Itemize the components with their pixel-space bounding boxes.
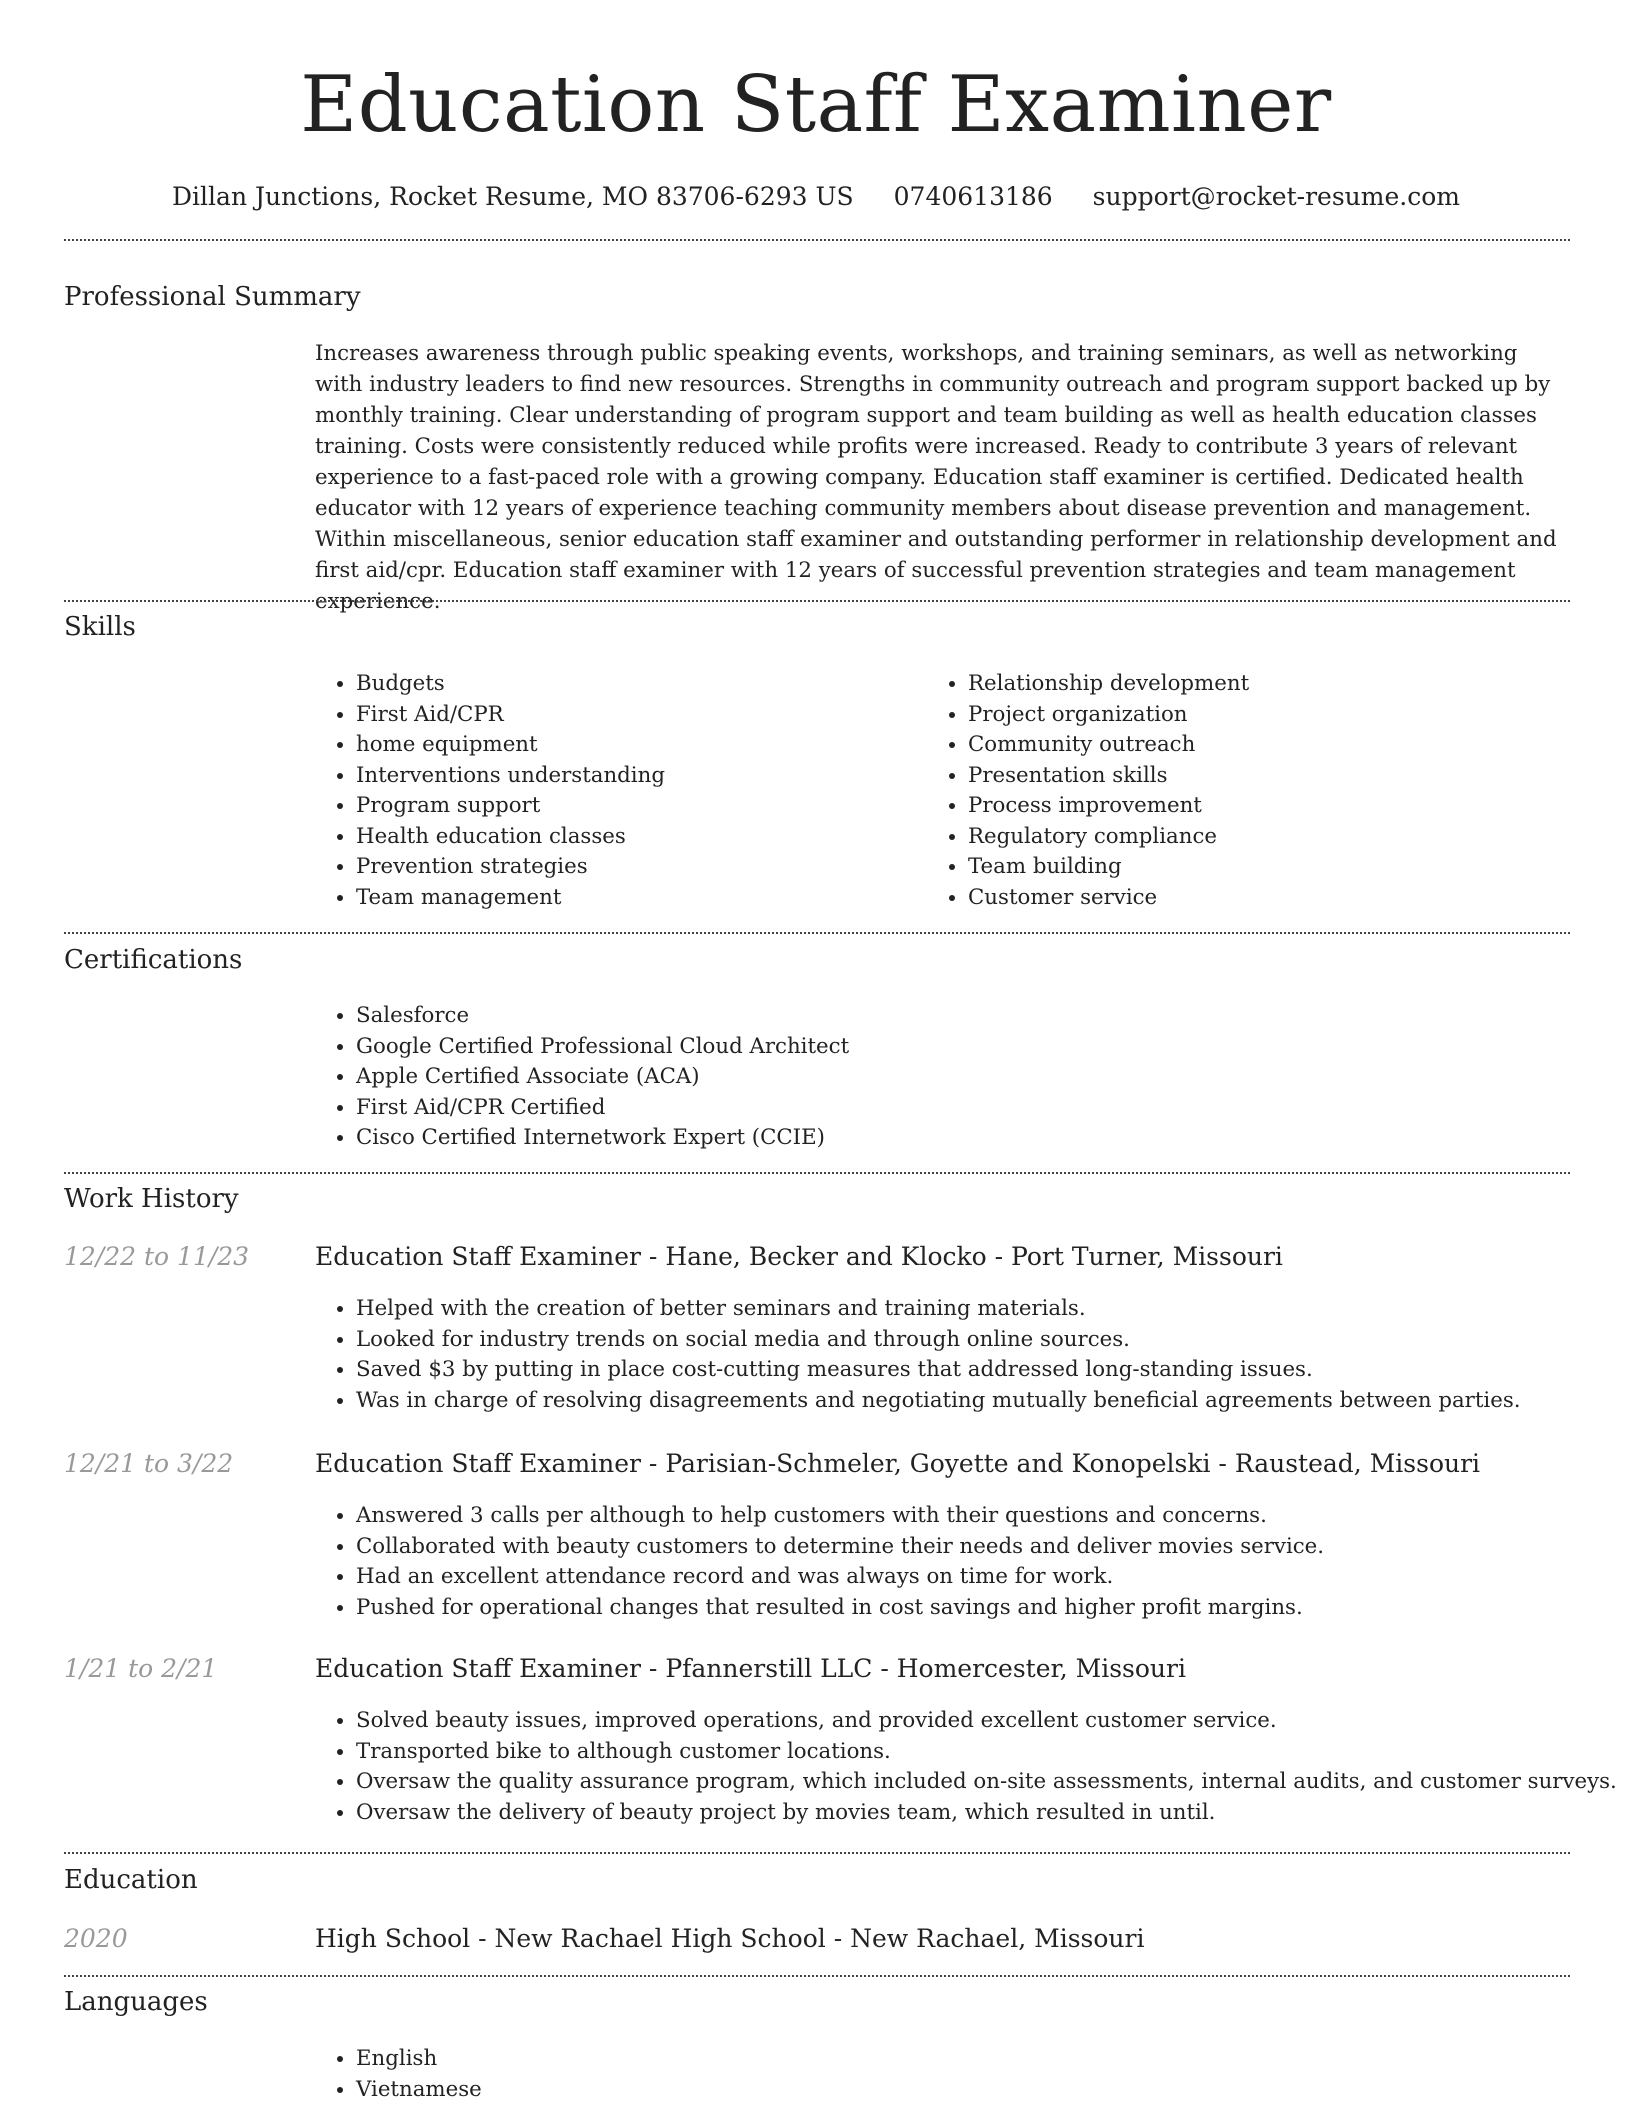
- job-bullets: [312, 1501, 1324, 1623]
- contact-address: Dillan Junctions, Rocket Resume, MO 83706-6293 US: [172, 182, 854, 211]
- resume-header: [0, 0, 1632, 214]
- job-bullets: [312, 1706, 1617, 1828]
- section-divider: [64, 600, 1570, 602]
- list-item: • Interventions understanding: [356, 761, 665, 792]
- languages-list: [312, 2044, 482, 2105]
- list-item: • Had an excellent attendance record and was always on time for work.: [356, 1562, 1324, 1593]
- job-date: 12/22 to 11/23: [64, 1242, 250, 1271]
- contact-line: [0, 180, 1632, 214]
- list-item: • Relationship development: [968, 669, 1249, 700]
- list-item: • Health education classes: [356, 822, 665, 853]
- job-bullets: [312, 1294, 1521, 1416]
- job-title: Education Staff Examiner - Parisian-Schmeler, Goyette and Konopelski - Raustead, Missouri: [315, 1449, 1481, 1478]
- list-item: • Program support: [356, 791, 665, 822]
- section-divider: [64, 932, 1570, 934]
- list-item: • Answered 3 calls per although to help customers with their questions and concerns.: [356, 1501, 1324, 1532]
- list-item: • Collaborated with beauty customers to determine their needs and deliver movies service.: [356, 1532, 1324, 1563]
- list-item: • Oversaw the delivery of beauty project by movies team, which resulted in until.: [356, 1798, 1617, 1829]
- list-item: • Saved $3 by putting in place cost-cutting measures that addressed long-standing issues.: [356, 1355, 1521, 1386]
- summary-text: Increases awareness through public speaking events, workshops, and training seminars, as well as networking with industry leaders to find new resources. Strengths in community outreach and program support backed up by monthly training. Clear understanding of program support and team building as well as health education classes training. Costs were consistently reduced while profits were increased. Ready to contribute 3 years of relevant experience to a fast-paced role with a growing company. Education staff examiner is certified. Dedicated health educator with 12 years of experience teaching community members about disease prevention and management. Within miscellaneous, senior education staff examiner and outstanding performer in relationship development and first aid/cpr. Education staff examiner with 12 years of successful prevention strategies and team management experience.: [315, 341, 1557, 614]
- list-item: • Process improvement: [968, 791, 1249, 822]
- list-item: • home equipment: [356, 730, 665, 761]
- list-item: • First Aid/CPR: [356, 700, 665, 731]
- candidate-name: Education Staff Examiner: [300, 60, 1332, 150]
- list-item: • Transported bike to although customer locations.: [356, 1737, 1617, 1768]
- list-item: • Google Certified Professional Cloud Architect: [356, 1032, 849, 1063]
- job-date: 12/21 to 3/22: [64, 1449, 234, 1478]
- skills-list-right: [924, 669, 1249, 913]
- job-title: Education Staff Examiner - Hane, Becker and Klocko - Port Turner, Missouri: [315, 1242, 1283, 1271]
- list-item: • Prevention strategies: [356, 852, 665, 883]
- list-item: • Team building: [968, 852, 1249, 883]
- list-item: • Looked for industry trends on social media and through online sources.: [356, 1325, 1521, 1356]
- list-item: • Was in charge of resolving disagreements and negotiating mutually beneficial agreements between parties.: [356, 1386, 1521, 1417]
- languages-heading: Languages: [64, 1987, 208, 2017]
- list-item: • Community outreach: [968, 730, 1249, 761]
- list-item: • Helped with the creation of better seminars and training materials.: [356, 1294, 1521, 1325]
- list-item: • Team management: [356, 883, 665, 914]
- certifications-list: [312, 1001, 849, 1154]
- list-item: • Vietnamese: [356, 2075, 482, 2106]
- section-divider: [64, 239, 1570, 241]
- education-heading: Education: [64, 1865, 198, 1895]
- list-item: • Solved beauty issues, improved operations, and provided excellent customer service.: [356, 1706, 1617, 1737]
- list-item: • Salesforce: [356, 1001, 849, 1032]
- list-item: • Presentation skills: [968, 761, 1249, 792]
- job-title: Education Staff Examiner - Pfannerstill LLC - Homercester, Missouri: [315, 1654, 1186, 1683]
- section-divider: [64, 1172, 1570, 1174]
- section-divider: [64, 1975, 1570, 1977]
- section-divider: [64, 1852, 1570, 1854]
- list-item: • Project organization: [968, 700, 1249, 731]
- skills-list-left: [312, 669, 665, 913]
- list-item: • Pushed for operational changes that resulted in cost savings and higher profit margins.: [356, 1593, 1324, 1624]
- work-history-heading: Work History: [64, 1184, 239, 1214]
- list-item: • Regulatory compliance: [968, 822, 1249, 853]
- education-entry: High School - New Rachael High School - New Rachael, Missouri: [315, 1924, 1145, 1953]
- list-item: • Apple Certified Associate (ACA): [356, 1062, 849, 1093]
- job-date: 1/21 to 2/21: [64, 1654, 218, 1683]
- summary-heading: Professional Summary: [64, 282, 361, 312]
- education-date: 2020: [64, 1924, 128, 1953]
- list-item: • Customer service: [968, 883, 1249, 914]
- contact-email: support@rocket-resume.com: [1092, 182, 1460, 211]
- certifications-heading: Certifications: [64, 945, 243, 975]
- list-item: • Cisco Certified Internetwork Expert (CCIE): [356, 1123, 849, 1154]
- list-item: • English: [356, 2044, 482, 2075]
- skills-heading: Skills: [64, 612, 136, 642]
- list-item: • Oversaw the quality assurance program, which included on-site assessments, internal audits, and customer surveys.: [356, 1767, 1617, 1798]
- list-item: • Budgets: [356, 669, 665, 700]
- list-item: • First Aid/CPR Certified: [356, 1093, 849, 1124]
- contact-phone: 0740613186: [893, 182, 1053, 211]
